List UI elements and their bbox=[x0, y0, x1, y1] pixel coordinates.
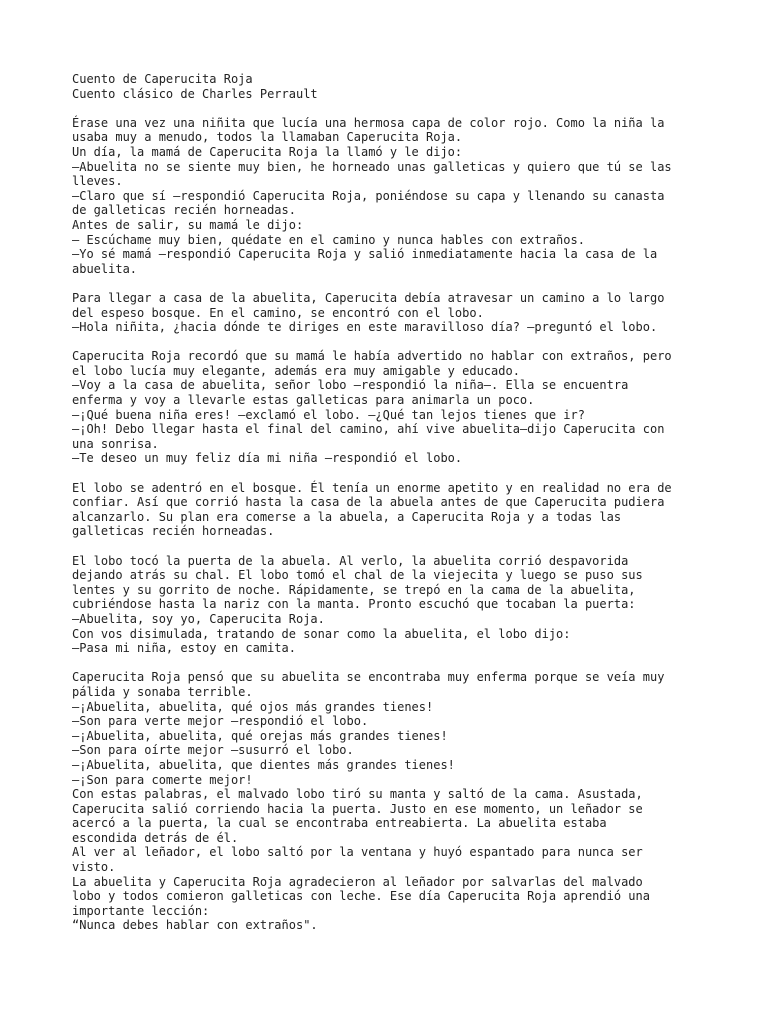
text-line: Caperucita Roja recordó que su mamá le había advertido no hablar con extraños, pero bbox=[72, 349, 672, 364]
story-paragraph bbox=[72, 554, 702, 656]
text-line: escondida detrás de él. bbox=[72, 830, 239, 845]
text-line: Con estas palabras, el malvado lobo tiró su manta y saltó de la cama. Asustada, bbox=[72, 787, 643, 802]
document-subtitle: Cuento clásico de Charles Perrault bbox=[72, 86, 318, 101]
story-paragraph bbox=[72, 670, 702, 933]
story-paragraph bbox=[72, 349, 702, 466]
text-line: El lobo tocó la puerta de la abuela. Al verlo, la abuelita corrió despavorida bbox=[72, 553, 629, 568]
text-line: importante lección: bbox=[72, 903, 210, 918]
text-line: Al ver al leñador, el lobo saltó por la ventana y huyó espantado para nunca ser bbox=[72, 845, 643, 860]
text-line: —¡Abuelita, abuelita, qué orejas más grandes tienes! bbox=[72, 728, 448, 743]
text-line: lobo y todos comieron galleticas con leche. Ese día Caperucita Roja aprendió una bbox=[72, 889, 650, 904]
text-line: —¡Oh! Debo llegar hasta el final del camino, ahí vive abuelita—dijo Caperucita con bbox=[72, 422, 665, 437]
text-line: —Voy a la casa de abuelita, señor lobo —respondió la niña—. Ella se encuentra bbox=[72, 378, 629, 393]
text-line: —¡Qué buena niña eres! —exclamó el lobo. —¿Qué tan lejos tienes que ir? bbox=[72, 407, 585, 422]
paragraph-gap bbox=[72, 656, 702, 671]
text-line: lentes y su gorrito de noche. Rápidamente, se trepó en la cama de la abuelita, bbox=[72, 582, 636, 597]
text-line: —Abuelita no se siente muy bien, he horneado unas galleticas y quiero que tú se las bbox=[72, 159, 672, 174]
text-line: —Abuelita, soy yo, Caperucita Roja. bbox=[72, 611, 325, 626]
document-title: Cuento de Caperucita Roja bbox=[72, 72, 253, 86]
text-line: —¡Son para comerte mejor! bbox=[72, 772, 253, 787]
text-line: —Yo sé mamá —respondió Caperucita Roja y salió inmediatamente hacia la casa de la bbox=[72, 247, 658, 262]
text-line: — Escúchame muy bien, quédate en el camino y nunca hables con extraños. bbox=[72, 232, 585, 247]
text-line: —¡Abuelita, abuelita, que dientes más grandes tienes! bbox=[72, 757, 455, 772]
document-body bbox=[72, 72, 702, 933]
text-line: Caperucita salió corriendo hacia la puerta. Justo en ese momento, un leñador se bbox=[72, 801, 643, 816]
text-line: —Son para verte mejor —respondió el lobo. bbox=[72, 714, 369, 729]
paragraph-gap bbox=[72, 101, 702, 116]
text-line: pálida y sonaba terrible. bbox=[72, 684, 253, 699]
text-line: del espeso bosque. En el camino, se encontró con el lobo. bbox=[72, 305, 484, 320]
text-line: usaba muy a menudo, todos la llamaban Caperucita Roja. bbox=[72, 130, 463, 145]
paragraph-gap bbox=[72, 276, 702, 291]
story-paragraph bbox=[72, 116, 702, 277]
text-line: el lobo lucía muy elegante, además era muy amigable y educado. bbox=[72, 363, 520, 378]
paragraph-gap bbox=[72, 335, 702, 350]
text-line: —¡Abuelita, abuelita, qué ojos más grandes tienes! bbox=[72, 699, 434, 714]
text-line: lleves. bbox=[72, 174, 123, 189]
text-line: Caperucita Roja pensó que su abuelita se encontraba muy enferma porque se veía muy bbox=[72, 670, 665, 685]
text-line: Con vos disimulada, tratando de sonar como la abuelita, el lobo dijo: bbox=[72, 626, 571, 641]
paragraph-gap bbox=[72, 539, 702, 554]
story-paragraph bbox=[72, 481, 702, 539]
text-line: acercó a la puerta, la cual se encontraba entreabierta. La abuelita estaba bbox=[72, 816, 607, 831]
text-line: confiar. Así que corrió hasta la casa de la abuela antes de que Caperucita pudiera bbox=[72, 495, 665, 510]
text-line: Para llegar a casa de la abuelita, Caperucita debía atravesar un camino a lo largo bbox=[72, 290, 665, 305]
text-line: La abuelita y Caperucita Roja agradecieron al leñador por salvarlas del malvado bbox=[72, 874, 643, 889]
text-line: —Claro que sí —respondió Caperucita Roja, poniéndose su capa y llenando su canasta bbox=[72, 188, 665, 203]
text-line: dejando atrás su chal. El lobo tomó el chal de la viejecita y luego se puso sus bbox=[72, 568, 643, 583]
text-line: —Son para oírte mejor —susurró el lobo. bbox=[72, 743, 354, 758]
text-line: alcanzarlo. Su plan era comerse a la abuela, a Caperucita Roja y a todas las bbox=[72, 509, 622, 524]
text-line: visto. bbox=[72, 860, 116, 875]
text-line: —Te deseo un muy feliz día mi niña —respondió el lobo. bbox=[72, 451, 463, 466]
text-line: Érase una vez una niñita que lucía una hermosa capa de color rojo. Como la niña la bbox=[72, 115, 665, 130]
text-line: una sonrisa. bbox=[72, 436, 159, 451]
text-line: Antes de salir, su mamá le dijo: bbox=[72, 217, 304, 232]
paragraph-gap bbox=[72, 466, 702, 481]
text-line: —Pasa mi niña, estoy en camita. bbox=[72, 641, 296, 656]
story-paragraphs bbox=[72, 116, 702, 933]
text-line: —Hola niñita, ¿hacia dónde te diriges en este maravilloso día? —preguntó el lobo. bbox=[72, 320, 658, 335]
text-line: de galleticas recién horneadas. bbox=[72, 203, 296, 218]
text-line: cubriéndose hasta la nariz con la manta. Pronto escuchó que tocaban la puerta: bbox=[72, 597, 636, 612]
story-paragraph bbox=[72, 291, 702, 335]
text-line: galleticas recién horneadas. bbox=[72, 524, 275, 539]
text-line: Un día, la mamá de Caperucita Roja la llamó y le dijo: bbox=[72, 144, 463, 159]
text-line: abuelita. bbox=[72, 261, 138, 276]
text-line: enferma y voy a llevarle estas galleticas para animarla un poco. bbox=[72, 393, 535, 408]
text-line: El lobo se adentró en el bosque. Él tenía un enorme apetito y en realidad no era de bbox=[72, 480, 672, 495]
text-line: “Nunca debes hablar con extraños". bbox=[72, 918, 318, 933]
